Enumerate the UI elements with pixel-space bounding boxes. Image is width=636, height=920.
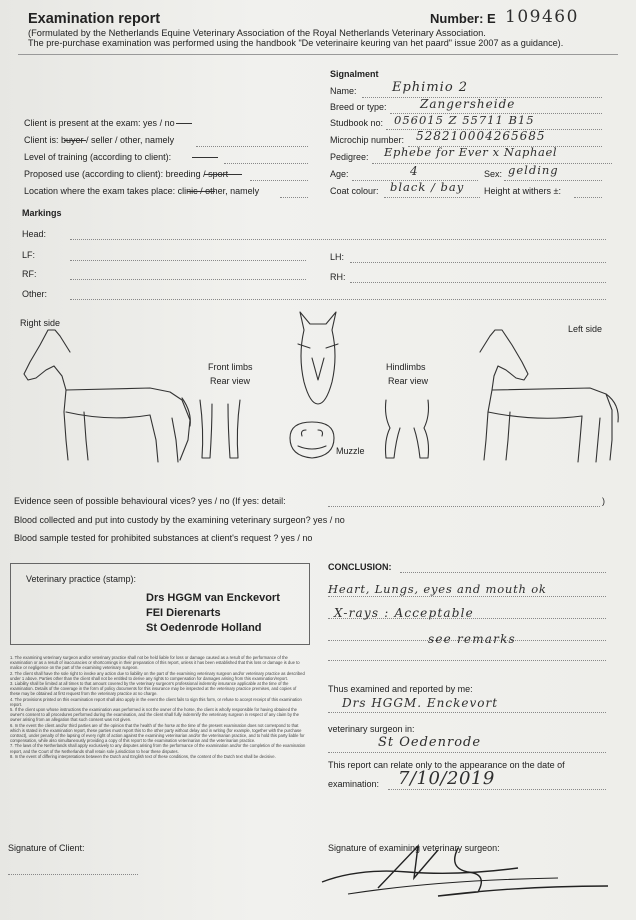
term-4: 4. The provisions printed on this examination report shall also apply in the event the client fails to sign this form, or refuse to accept receipt of this examination report. xyxy=(10,696,302,707)
pedigree-value: Ephebe for Ever x Naphael xyxy=(384,145,558,159)
marking-head-label: Head: xyxy=(22,229,47,239)
conclusion-line-2: X-rays : Acceptable xyxy=(334,606,474,620)
conclusion-line-1: Heart, Lungs, eyes and mouth ok xyxy=(328,582,547,596)
blood-custody-question: Blood collected and put into custody by the examining veterinary surgeon? yes / no xyxy=(14,515,345,525)
subtitle-line-2: The pre-purchase examination was performed using the handbook "De veterinaire keuring van het paard" issue 2007 as a guidance). xyxy=(28,38,564,48)
studbook-label: Studbook no: xyxy=(330,118,384,128)
microchip-label: Microchip number: xyxy=(330,135,405,145)
vices-close-paren: ) xyxy=(602,496,605,506)
report-number-label: Number: E xyxy=(430,11,496,26)
studbook-value: 056015 Z 55711 B15 xyxy=(394,113,535,127)
sex-label: Sex: xyxy=(484,169,503,179)
left-side-label: Left side xyxy=(568,324,603,334)
exam-date-value: 7/10/2019 xyxy=(398,768,495,789)
stamp-label: Veterinary practice (stamp): xyxy=(26,574,137,584)
vet-name-value: Drs HGGM. Enckevort xyxy=(342,696,499,710)
sex-value: gelding xyxy=(508,163,559,177)
markings-heading: Markings xyxy=(22,208,62,218)
vet-signature-scribble xyxy=(318,838,618,898)
conclusion-label: CONCLUSION: xyxy=(328,562,392,572)
marking-rf-label: RF: xyxy=(22,269,37,279)
coat-colour-label: Coat colour: xyxy=(330,186,379,196)
client-is: Client is: buyer / seller / other, namely xyxy=(24,135,175,145)
report-number-value: 109460 xyxy=(505,7,579,27)
client-signature-label: Signature of Client: xyxy=(8,843,85,853)
age-label: Age: xyxy=(330,169,349,179)
vet-location-label: veterinary surgeon in: xyxy=(328,724,415,734)
marking-lf-label: LF: xyxy=(22,250,36,260)
header-divider xyxy=(18,54,618,55)
exam-location: Location where the exam takes place: clinic / other, namely xyxy=(24,186,260,196)
name-label: Name: xyxy=(330,86,357,96)
conclusion-line-3: see remarks xyxy=(428,632,516,646)
term-5: 5. If the client upon whose instructions the examination was performed is not the owner of the horse, the client is wholly responsible for having obtained the owner's consent to all procedures performed during the examination, and the client shall fully indemnify the veterinary surgeon in respect of any claim by the owner arising from an allegation that such consent was not given. xyxy=(10,707,299,723)
coat-colour-value: black / bay xyxy=(390,180,465,194)
term-3: 3. Liability shall be limited at all times to that amount covered by the veterinary surgeon's professional indemnity insurance applicable at the time of the examination. Details of the coverage in the form of policy documents for this insurance may be inspected at the veterinary practice premises, and copies of these may be obtained at first request from the veterinary practice at no charge. xyxy=(10,681,297,697)
training-dash xyxy=(192,157,218,158)
stamp-line-3: St Oedenrode Holland xyxy=(146,622,262,634)
vices-question: Evidence seen of possible behavioural vices? yes / no (If yes: detail: xyxy=(14,496,286,506)
exam-date-label: examination: xyxy=(328,779,380,789)
name-value: Ephimio 2 xyxy=(392,80,469,95)
vet-signature-label: Signature of examining veterinary surgeon: xyxy=(328,843,500,853)
age-value: 4 xyxy=(410,164,419,178)
subtitle-line-1: (Formulated by the Netherlands Equine Veterinary Association of the Royal Netherlands Veterinary Association. xyxy=(28,28,486,38)
proposed-use: Proposed use (according to client): breeding / sport xyxy=(24,169,229,179)
breed-value: Zangersheide xyxy=(420,97,516,111)
reported-by-label: Thus examined and reported by me: xyxy=(328,684,473,694)
horse-outline-diagram xyxy=(0,300,636,500)
right-side-label: Right side xyxy=(20,318,61,328)
term-6: 6. In the event the client and/or third parties are of the opinion that the health of the horse at the time of the present examination does not correspond to that which is stated in the examination report, these parties must report this to the other party without delay and in writing (for example, together with the purchase contract), under penalty of the lapsing of every right of action against the examining veterinarian and/or the veterinarian practice, and to hold this party liable for compensation, while also simultaneously providing a copy of this report to the examination veterinarian and the veterinarian practice. xyxy=(10,722,305,744)
head-front-view-outline xyxy=(298,312,338,404)
client-present: Client is present at the exam: yes / no xyxy=(24,118,175,128)
marking-lh-label: LH: xyxy=(330,252,345,262)
breed-label: Breed or type: xyxy=(330,102,387,112)
stamp-line-2: FEI Dierenarts xyxy=(146,607,221,619)
muzzle-outline xyxy=(290,422,334,458)
marking-rh-label: RH: xyxy=(330,272,346,282)
left-side-horse-outline xyxy=(480,330,618,462)
hindlimbs-label: Hindlimbs xyxy=(386,362,426,372)
right-side-horse-outline xyxy=(24,330,190,462)
front-limbs-outline xyxy=(200,400,240,458)
term-2: 2. The client shall have the sole right to invoke any action due to liability on the part of the examining veterinary surgeon and/or veterinary practice as described under 1 above. Parties other than the client shall not be entitled to derive any rights to compensation for damages arising from this examination/report. xyxy=(10,670,305,681)
relates-text: This report can relate only to the appearance on the date of xyxy=(328,760,565,770)
pedigree-label: Pedigree: xyxy=(330,152,369,162)
microchip-value: 528210004265685 xyxy=(416,129,546,143)
front-rear-view-label: Rear view xyxy=(210,376,251,386)
blood-tested-question: Blood sample tested for prohibited substances at client's request ? yes / no xyxy=(14,533,313,543)
terms-block xyxy=(10,655,306,827)
term-8: 8. In the event of differing interpretations between the Dutch and English text of these conditions, the content of the Dutch text shall be decisive. xyxy=(10,753,276,759)
marking-other-label: Other: xyxy=(22,289,48,299)
training-level-label: Level of training (according to client): xyxy=(24,152,172,162)
term-1: 1. The examining veterinary surgeon and/or veterinary practice shall not be held liable for loss or damage caused as a result of the performance of the examination or as a result of inaccuracies or shortcomings in their preparation of this report, unless it has been established that this loss or damage is due to malice or negligence on the part of the examining veterinary surgeon. xyxy=(10,655,300,671)
hindlimbs-outline xyxy=(386,400,429,458)
vet-place-value: St Oedenrode xyxy=(378,735,482,750)
signalment-heading: Signalment xyxy=(330,69,379,79)
report-title: Examination report xyxy=(28,11,161,27)
hind-rear-view-label: Rear view xyxy=(388,376,429,386)
term-7: 7. The laws of the Netherlands shall apply exclusively to any disputes arising from the performance of the examination and/or the completion of the examination report, and the Court of the Netherlands shall retain sole jurisdiction to hear these disputes. xyxy=(10,743,306,754)
stamp-line-1: Drs HGGM van Enckevort xyxy=(146,592,280,604)
front-limbs-label: Front limbs xyxy=(208,362,253,372)
height-label: Height at withers ±: xyxy=(484,186,561,196)
muzzle-label: Muzzle xyxy=(336,446,365,456)
